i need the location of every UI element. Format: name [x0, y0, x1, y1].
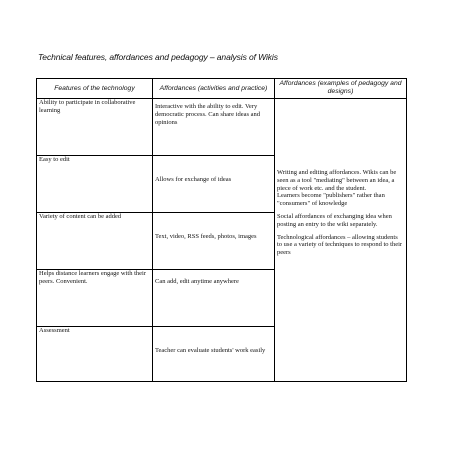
feature-text: Ability to participate in collaborative learning: [39, 99, 136, 114]
feature-cell: [37, 156, 153, 213]
header-affordances-activities: Affordances (activities and practice): [153, 79, 275, 99]
pedagogy-cell: [275, 99, 407, 382]
feature-cell: [37, 327, 153, 382]
feature-text: Assessment: [39, 327, 70, 334]
affordance-cell: [153, 156, 275, 213]
pedagogy-paragraph: Writing and editing affordances. Wikis can be seen as a tool "mediating" between an idea, a piece of work etc. and the student.: [277, 169, 397, 192]
affordance-text: Interactive with the ability to edit. Very democratic process. Can share ideas and opinions: [155, 103, 261, 126]
feature-cell: [37, 213, 153, 270]
affordance-cell: [153, 327, 275, 382]
affordance-text: Teacher can evaluate students' work easily: [155, 347, 266, 354]
feature-cell: [37, 99, 153, 156]
feature-text: Easy to edit: [39, 156, 70, 163]
affordance-cell: [153, 270, 275, 327]
affordance-text: Text, video, RSS feeds, photos, images: [155, 233, 257, 240]
pedagogy-paragraph: Social affordances of exchanging idea when posting an entry to the wiki separately.: [277, 212, 392, 228]
feature-text: Variety of content can be added: [39, 213, 122, 220]
feature-text: Helps distance learners engage with their peers. Convenient.: [39, 270, 147, 285]
analysis-table: [36, 78, 407, 382]
header-affordances-pedagogy: Affordances (examples of pedagogy and designs): [275, 79, 407, 99]
header-features: Features of the technology: [37, 79, 153, 99]
affordance-text: Allows for exchange of ideas: [155, 176, 232, 183]
document-title: Technical features, affordances and pedagogy – analysis of Wikis: [38, 52, 278, 62]
pedagogy-paragraph: Learners become "publishers" rather than "consumers" of knowledge: [277, 192, 385, 208]
header-row: [37, 79, 407, 99]
table-row: [37, 99, 407, 156]
pedagogy-paragraph: Technological affordances – allowing students to use a variety of techniques to respond to their peers: [277, 233, 403, 257]
affordance-cell: [153, 213, 275, 270]
feature-cell: [37, 270, 153, 327]
affordance-text: Can add, edit anytime anywhere: [155, 278, 239, 285]
affordance-cell: [153, 99, 275, 156]
